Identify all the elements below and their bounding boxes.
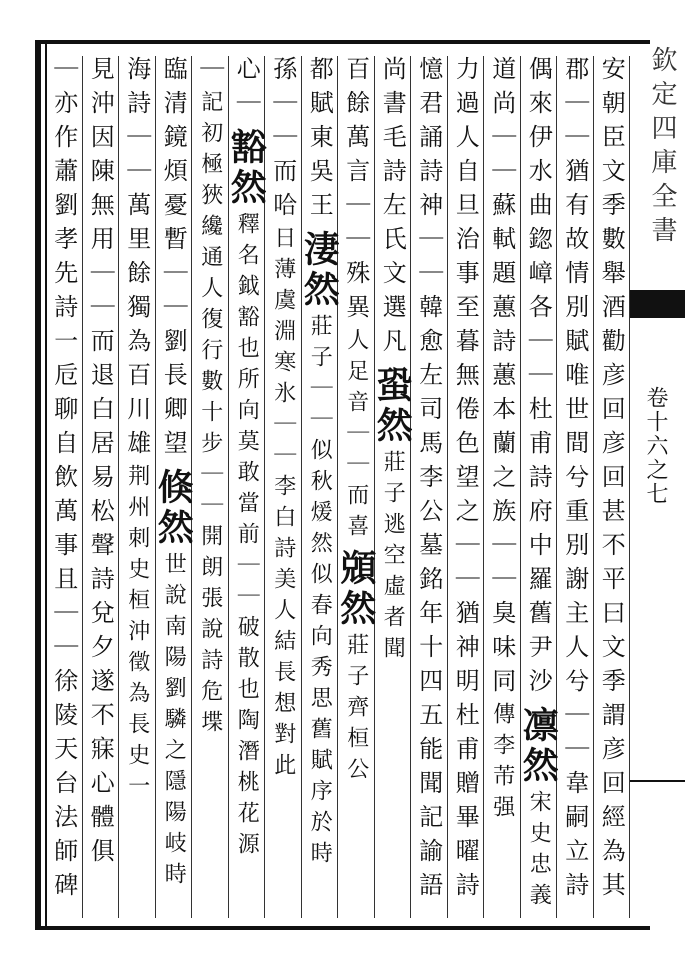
text-column — [152, 56, 195, 918]
text-column — [265, 56, 302, 918]
column-text: 荆州刺史桓沖徵為長史一 — [124, 464, 150, 805]
text-column — [371, 56, 414, 918]
column-text: 世說南陽劉驎之隱陽岐時 — [161, 552, 187, 893]
text-column — [83, 56, 120, 918]
column-text: 力過人自旦治事至暮無倦色望之｜｜猶神明杜甫贈畢曜詩 — [451, 56, 480, 906]
column-text: 莊子齊桓公 — [343, 633, 369, 788]
margin-divider — [630, 780, 685, 782]
text-column — [484, 56, 521, 918]
column-text: 日薄虞淵寒氷｜｜李白詩美人結長想對此 — [270, 226, 296, 784]
text-column — [517, 56, 560, 918]
column-text: 憶君誦詩神｜｜韓愈左司馬李公墓銘年十四五能聞記諭語 — [414, 56, 443, 906]
volume-label: 卷十六之七 — [643, 386, 668, 506]
column-text: 莊子｜｜似秋煖然似春向秀思舊賦序於時 — [307, 314, 333, 872]
headword: 淒然 — [298, 230, 341, 310]
text-column — [298, 56, 341, 918]
column-text: 宋史忠義 — [526, 790, 552, 914]
column-text: 道尚｜｜蘇軾題蕙詩蕙本蘭之族｜｜臭味同 — [487, 56, 516, 702]
column-text: 莊子逃空虛者聞 — [380, 450, 406, 667]
headword: 豁然 — [225, 128, 268, 208]
column-text: 記初極狹纔通人復行數十步｜｜開朗張說詩危堞 — [197, 90, 223, 741]
text-column — [192, 56, 229, 918]
column-text: ｜ — [195, 56, 224, 90]
headword: 䫄然 — [334, 549, 377, 629]
column-text: 尚書毛詩左氏文選凡 — [378, 56, 407, 362]
column-text: 見沖因陳無用｜｜而退白居易松聲詩兌夕遂不寐心體俱 — [86, 56, 115, 872]
column-text: 心｜ — [232, 56, 261, 124]
column-text: 安朝臣文季數舉酒勸彦回彦回甚不平曰文季謂彦回經為其 — [597, 56, 626, 906]
text-column — [557, 56, 594, 918]
headword: 蛩然 — [371, 366, 414, 446]
column-text: 都賦東吳王 — [305, 56, 334, 226]
text-column — [119, 56, 156, 918]
column-text: 釋名鉞豁也所向莫敢當前｜｜破散也陶潛桃花源 — [234, 212, 260, 863]
column-text: 傳李芾强 — [489, 702, 515, 826]
column-text: 偶來伊水曲鍃嶂各｜｜杜甫詩府中羅舊尹沙 — [524, 56, 553, 702]
headword: 凛然 — [517, 706, 560, 786]
text-column — [334, 56, 377, 918]
book-title: 欽定四庫全書 — [647, 46, 677, 250]
column-text: 百餘萬言｜｜殊異 — [341, 56, 370, 328]
text-column — [225, 56, 268, 918]
column-text: 臨清鏡煩憂暫｜｜劉長卿望 — [159, 56, 188, 464]
text-column — [46, 56, 83, 918]
column-text: 孫｜｜而哈 — [268, 56, 297, 226]
column-text: 人足音｜｜而喜 — [343, 328, 369, 545]
column-text: ｜亦作蕭劉孝先詩一卮聊自飲萬事且｜｜徐陵天台法師碑 — [49, 56, 78, 906]
text-column — [594, 56, 631, 918]
column-text: 郡｜｜猶有故情別賦唯世間兮重別謝主人兮｜｜韋嗣立詩 — [560, 56, 589, 906]
column-text: 海詩｜｜萬里餘獨為百川雄 — [122, 56, 151, 464]
text-column — [411, 56, 448, 918]
text-column — [448, 56, 485, 918]
fish-tail-mark — [630, 290, 685, 318]
headword: 倏然 — [152, 468, 195, 548]
